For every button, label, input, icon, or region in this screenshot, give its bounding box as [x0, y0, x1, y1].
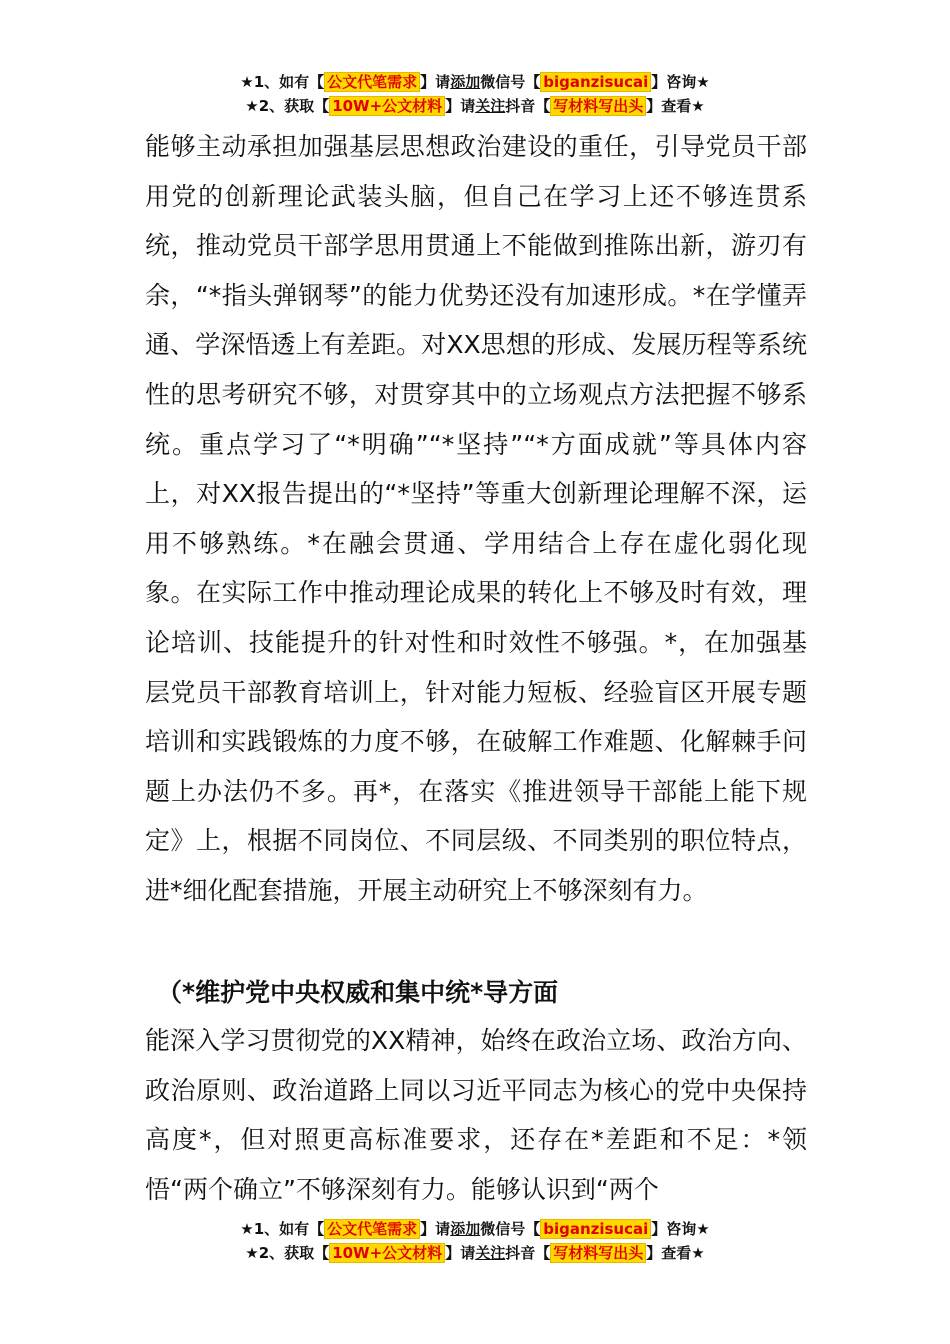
banner-text: 抖音【 [505, 97, 551, 115]
banner-emphasis: 关注 [475, 97, 506, 115]
banner-text: ★2、获取【 [245, 97, 330, 115]
banner-text: 】请 [420, 73, 451, 91]
banner-text: 抖音【 [505, 1244, 551, 1262]
highlight-wechat-id: biganzisucai [540, 1219, 651, 1239]
document-body [145, 122, 807, 916]
highlight-douyin-id: 写材料写出头 [550, 96, 646, 116]
header-banner [0, 70, 950, 118]
paragraph-1: 能够主动承担加强基层思想政治建设的重任，引导党员干部用党的创新理论武装头脑，但自己在学习上还不够连贯系统，推动党员干部学思用贯通上不能做到推陈出新，游刃有余，“*指头弹钢琴”的能力优势还没有加速形成。*在学懂弄通、学深悟透上有差距。对XX思想的形成、发展历程等系统性的思考研究不够，对贯穿其中的立场观点方法把握不够系统。重点学习了“*明确”“*坚持”“*方面成就”等具体内容上，对XX报告提出的“*坚持”等重大创新理论理解不深，运用不够熟练。*在融会贯通、学用结合上存在虚化弱化现象。在实际工作中推动理论成果的转化上不够及时有效，理论培训、技能提升的针对性和时效性不够强。*，在加强基层党员干部教育培训上，针对能力短板、经验盲区开展专题培训和实践锻炼的力度不够，在破解工作难题、化解棘手问题上办法仍不多。再*，在落实《推进领导干部能上能下规定》上，根据不同岗位、不同层级、不同类别的职位特点，进*细化配套措施，开展主动研究上不够深刻有力。 [145, 132, 807, 905]
banner-text: ★2、获取【 [245, 1244, 330, 1262]
document-body-2 [145, 1016, 807, 1214]
banner-line-2 [0, 1241, 950, 1265]
footer-banner [0, 1217, 950, 1265]
highlight-materials: 10W+公文材料 [329, 1243, 445, 1263]
banner-line-1 [0, 70, 950, 94]
highlight-wechat-id: biganzisucai [540, 72, 651, 92]
banner-text: 】咨询★ [651, 73, 710, 91]
section-heading: （*维护党中央权威和集中统*导方面 [157, 978, 559, 1007]
banner-text: 】查看★ [646, 1244, 705, 1262]
highlight-materials: 10W+公文材料 [329, 96, 445, 116]
highlight-service: 公文代笔需求 [324, 72, 420, 92]
banner-text: 】请 [445, 97, 476, 115]
banner-emphasis: 关注 [475, 1244, 506, 1262]
highlight-douyin-id: 写材料写出头 [550, 1243, 646, 1263]
banner-line-1 [0, 1217, 950, 1241]
banner-text: 微信号【 [480, 73, 541, 91]
banner-text: 微信号【 [480, 1220, 541, 1238]
banner-text: ★1、如有【 [240, 73, 325, 91]
highlight-service: 公文代笔需求 [324, 1219, 420, 1239]
banner-text: 】请 [445, 1244, 476, 1262]
banner-emphasis: 添加 [450, 1220, 481, 1238]
banner-text: 】请 [420, 1220, 451, 1238]
banner-text: ★1、如有【 [240, 1220, 325, 1238]
paragraph-2: 能深入学习贯彻党的XX精神，始终在政治立场、政治方向、政治原则、政治道路上同以习近平同志为核心的党中央保持高度*，但对照更高标准要求，还存在*差距和不足：*领悟“两个确立”不够深刻有力。能够认识到“两个 [145, 1026, 807, 1204]
banner-text: 】咨询★ [651, 1220, 710, 1238]
banner-line-2 [0, 94, 950, 118]
banner-emphasis: 添加 [450, 73, 481, 91]
banner-text: 】查看★ [646, 97, 705, 115]
